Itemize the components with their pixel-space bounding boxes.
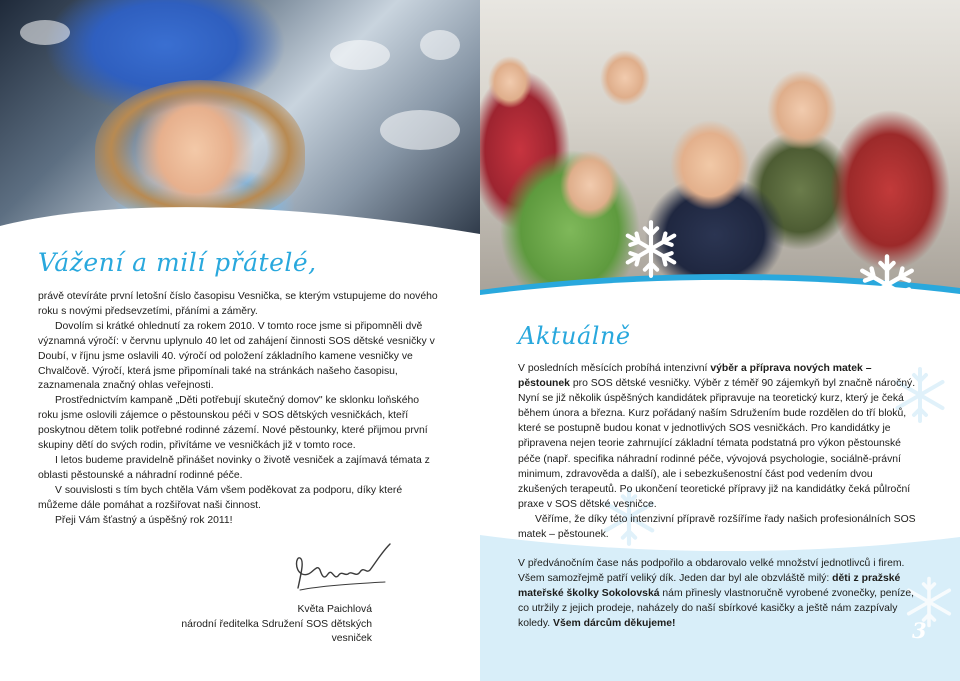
- paragraph: Dovolím si krátké ohlednutí za rokem 2010. V tomto roce jsme si připomněli dvě významná výročí: v červnu uplynulo 40 let od zahájení činnosti SOS dětské vesničky v Doubí, v říjnu jsme oslavili 40. výročí od položení základního kamene vesničky ve Chvalčově. Výročí, která jsme připomínali také na stránkách našeho časopisu, zaznamenala značný ohlas veřejnosti.: [38, 320, 435, 392]
- text-run-bold: výběr a příprava nových matek – pěstounek: [518, 363, 872, 390]
- text-run: pro SOS dětské vesničky. Výběr z téměř 90 zájemkyň byl značně náročný. Nyní se již několik úspěšných kandidátek připravuje na teoretický kurz, který je čeká během února a března. Kurz pořádaný naším Sdružením bude rozdělen do tří bloků, které se postupně budou konat v jednotlivých SOS vesničkách. Pro kandidátky je připravena nejen teorie zahrnující základní témata podstatná pro výkon pěstounské péče (např. specifika náhradní rodinné péče, vývojová psychologie, sociálně-právní minimum, zdravověda a další), ale i sebezkušenostní část pod vedením dvou zkušených terapeutů. Po ukončení teoretické přípravy již na kandidátky čeká půlroční praxe v SOS dětské vesničce.: [518, 378, 916, 510]
- paragraph: Přeji Vám šťastný a úspěšný rok 2011!: [55, 514, 233, 526]
- paragraph: V souvislosti s tím bych chtěla Vám všem poděkovat za podporu, díky které můžeme dále pomáhat a rozšiřovat naši činnost.: [38, 484, 403, 511]
- signature-block: [150, 603, 372, 647]
- text-run: V posledních měsících probíhá intenzivní: [518, 363, 711, 374]
- letter-body: [38, 290, 440, 529]
- section-title: Aktuálně: [518, 322, 631, 350]
- page-number: 3: [912, 618, 927, 643]
- text-run: nám přinesly vlastnoručně vyrobené zvonečky, peníze, co utržily z jejich prodeje, naházely do naší sbírkové kasičky a ještě nám zazpívaly koledy.: [518, 588, 915, 630]
- snowflake-icon: [620, 218, 682, 280]
- text-run: V předvánočním čase nás podpořilo a obdarovalo velké množství jednotlivců i firem. Všem samozřejmě patří veliký dík. Jeden dar byl ale obzvláště milý:: [518, 558, 905, 585]
- paragraph: právě otevíráte první letošní číslo časopisu Vesnička, se kterým vstupujeme do nového roku s novými předsevzetími, přáními a záměry.: [38, 291, 438, 317]
- signer-role: národní ředitelka Sdružení SOS dětských vesniček: [181, 618, 372, 644]
- paragraph: [518, 556, 923, 631]
- news-body: [518, 361, 923, 542]
- paragraph: Věříme, že díky této intenzivní přípravě rozšíříme řady našich profesionálních SOS matek – pěstounek.: [518, 513, 916, 541]
- paragraph: I letos budeme pravidelně přinášet novinky o životě vesniček a zajímavá témata z oblasti pěstounské a náhradní rodinné péče.: [38, 454, 430, 481]
- page-title: Vážení a milí přátelé,: [38, 248, 317, 277]
- paragraph: [518, 361, 923, 512]
- photo-detail: [420, 30, 460, 60]
- signature: [290, 540, 400, 600]
- text-run-bold: Všem dárcům děkujeme!: [553, 618, 676, 630]
- right-page: [480, 0, 960, 681]
- photo-detail: [330, 40, 390, 70]
- photo-detail: [20, 20, 70, 45]
- photo-detail: [380, 110, 460, 150]
- thanks-body: [518, 556, 923, 631]
- signer-name: Květa Paichlová: [297, 604, 372, 615]
- paragraph: Prostřednictvím kampaně „Děti potřebují skutečný domov" ke sklonku loňského roku jsme oslovili zájemce o pěstounskou péči v SOS dětských vesničkách, kteří poskytnou dětem tolik potřebné rodinné zázemí. Nové pěstounky, které přijmou první skupiny dětí do svých rodin, přivítáme ve vesničkách již v tomto roce.: [38, 395, 428, 452]
- text-run-bold: děti z pražské mateřské školky Sokolovská: [518, 573, 901, 600]
- snowflake-icon: [854, 252, 920, 318]
